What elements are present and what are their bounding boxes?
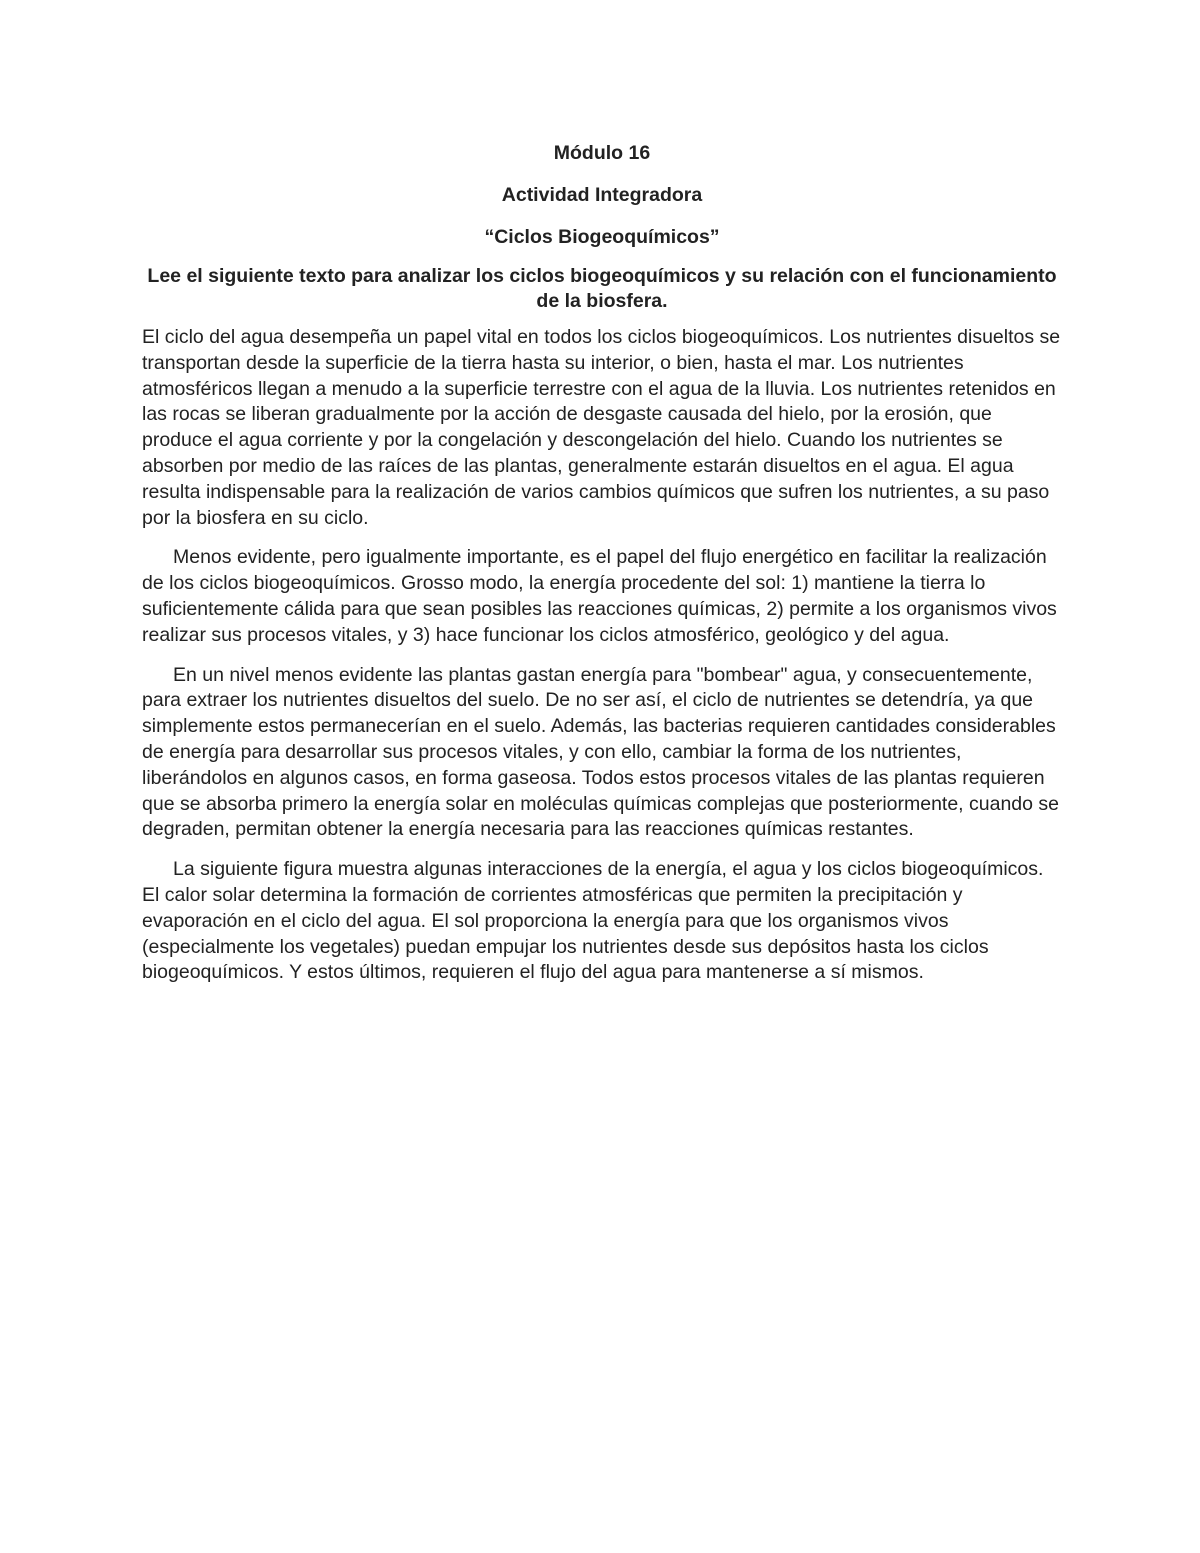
instruction-text: Lee el siguiente texto para analizar los ciclos biogeoquímicos y su relación con el funcionamiento de la biosfera.: [147, 265, 1057, 312]
paragraph-plants-energy: En un nivel menos evidente las plantas gastan energía para "bombear" agua, y consecuentemente, para extraer los nutrientes disueltos del suelo. De no ser así, el ciclo de nutrientes se detendría, ya que simplemente estos permanecerían en el suelo. Además, las bacterias requieren cantidades considerables de energía para desarrollar sus procesos vitales, y con ello, cambiar la forma de los nutrientes, liberándolos en algunos casos, en forma gaseosa. Todos estos procesos vitales de las plantas requieren que se absorba primero la energía solar en moléculas químicas complejas que posteriormente, cuando se degraden, permitan obtener la energía necesaria para las reacciones químicas restantes.: [142, 663, 1060, 841]
document-page: [142, 140, 1062, 986]
paragraph-water-cycle: El ciclo del agua desempeña un papel vital en todos los ciclos biogeoquímicos. Los nutrientes disueltos se transportan desde la superficie de la tierra hasta su interior, o bien, hasta el mar. Los nutrientes atmosféricos llegan a menudo a la superficie terrestre con el agua de la lluvia. Los nutrientes retenidos en las rocas se liberan gradualmente por la acción de desgaste causada del hielo, por la erosión, que produce el agua corriente y por la congelación y descongelación del hielo. Cuando los nutrientes se absorben por medio de las raíces de las plantas, generalmente estarán disueltos en el agua. El agua resulta indispensable para la realización de varios cambios químicos que sufren los nutrientes, a su paso por la biosfera en su ciclo.: [142, 326, 1061, 529]
paragraph-energy-flow: Menos evidente, pero igualmente importante, es el papel del flujo energético en facilitar la realización de los ciclos biogeoquímicos. Grosso modo, la energía procedente del sol: 1) mantiene la tierra lo suficientemente cálida para que sean posibles las reacciones químicas, 2) permite a los organismos vivos realizar sus procesos vitales, y 3) hace funcionar los ciclos atmosférico, geológico y del agua.: [142, 546, 1057, 646]
document-title: “Ciclos Biogeoquímicos”: [484, 226, 720, 248]
activity-heading: Actividad Integradora: [501, 184, 703, 206]
module-heading: Módulo 16: [553, 142, 651, 164]
paragraph-figure-description: La siguiente figura muestra algunas interacciones de la energía, el agua y los ciclos biogeoquímicos. El calor solar determina la formación de corrientes atmosféricas que permiten la precipitación y evaporación en el ciclo del agua. El sol proporciona la energía para que los organismos vivos (especialmente los vegetales) puedan empujar los nutrientes desde sus depósitos hasta los ciclos biogeoquímicos. Y estos últimos, requieren el flujo del agua para mantenerse a sí mismos.: [142, 858, 1044, 984]
